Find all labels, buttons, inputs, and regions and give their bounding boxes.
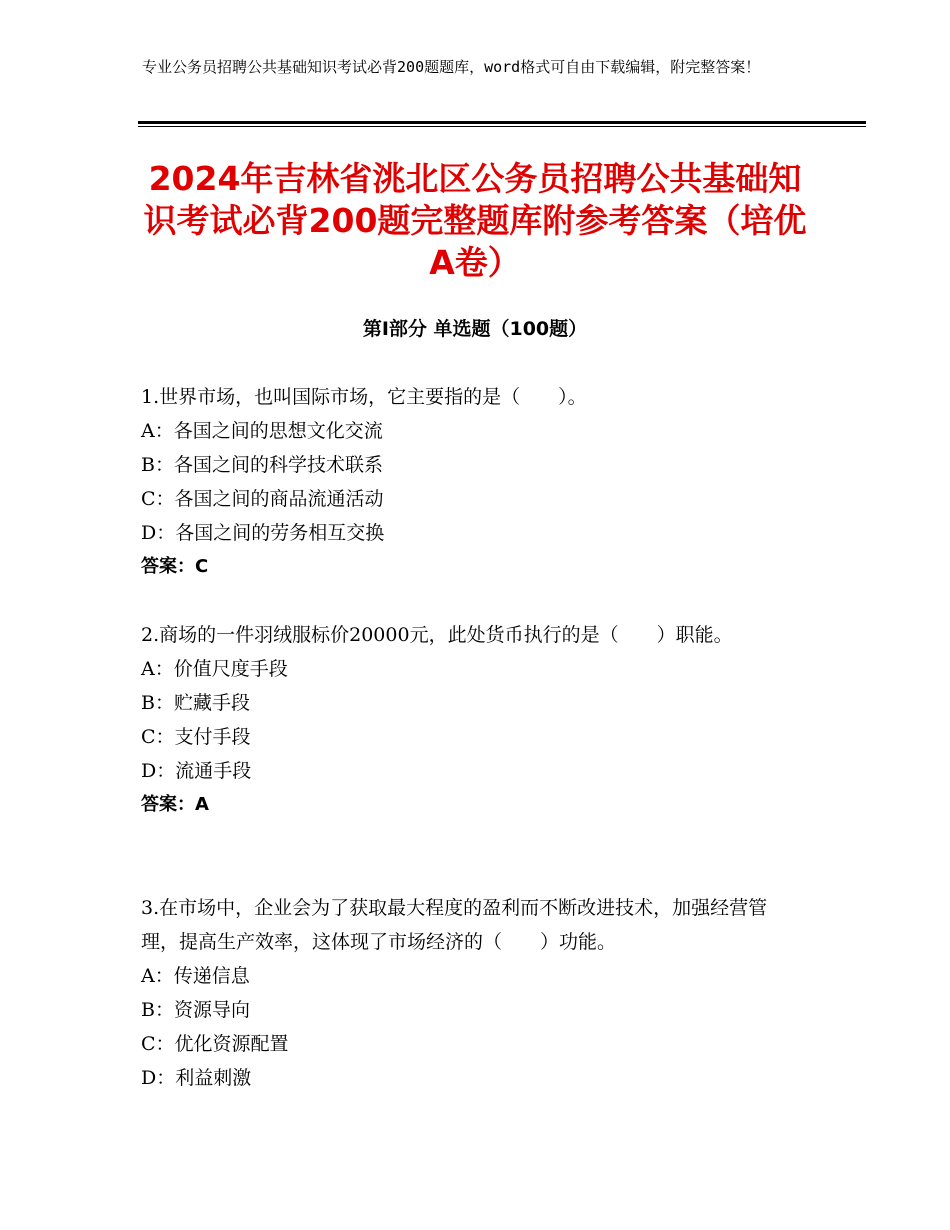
question-1 bbox=[141, 380, 781, 584]
question-stem: 3.在市场中，企业会为了获取最大程度的盈利而不断改进技术，加强经营管理，提高生产效率，这体现了市场经济的（ ）功能。 bbox=[141, 897, 768, 953]
option-b: B：资源导向 bbox=[141, 999, 250, 1021]
answer: 答案：C bbox=[141, 556, 209, 577]
option-b: B：贮藏手段 bbox=[141, 692, 250, 714]
option-a: A：价值尺度手段 bbox=[141, 658, 288, 680]
question-3 bbox=[141, 891, 781, 1095]
option-c: C：支付手段 bbox=[141, 726, 251, 748]
option-a: A：传递信息 bbox=[141, 965, 250, 987]
answer: 答案：A bbox=[141, 794, 209, 815]
option-d: D：流通手段 bbox=[141, 760, 252, 782]
option-c: C：各国之间的商品流通活动 bbox=[141, 488, 384, 510]
option-b: B：各国之间的科学技术联系 bbox=[141, 454, 383, 476]
header-rule-thick bbox=[138, 121, 866, 124]
section-title: 第Ⅰ部分 单选题（100题） bbox=[362, 318, 588, 340]
option-d: D：利益刺激 bbox=[141, 1067, 252, 1089]
option-c: C：优化资源配置 bbox=[141, 1033, 289, 1055]
option-a: A：各国之间的思想文化交流 bbox=[141, 420, 383, 442]
option-d: D：各国之间的劳务相互交换 bbox=[141, 522, 385, 544]
header-note: 专业公务员招聘公共基础知识考试必背200题题库，word格式可自由下载编辑，附完整答案！ bbox=[142, 58, 761, 76]
question-2 bbox=[141, 618, 781, 822]
question-stem: 2.商场的一件羽绒服标价20000元，此处货币执行的是（ ）职能。 bbox=[141, 624, 733, 646]
question-stem: 1.世界市场，也叫国际市场，它主要指的是（ ）。 bbox=[141, 386, 587, 408]
document-title: 2024年吉林省洮北区公务员招聘公共基础知识考试必背200题完整题库附参考答案（培优A卷） bbox=[143, 159, 807, 282]
header-rule-thin bbox=[138, 126, 866, 127]
